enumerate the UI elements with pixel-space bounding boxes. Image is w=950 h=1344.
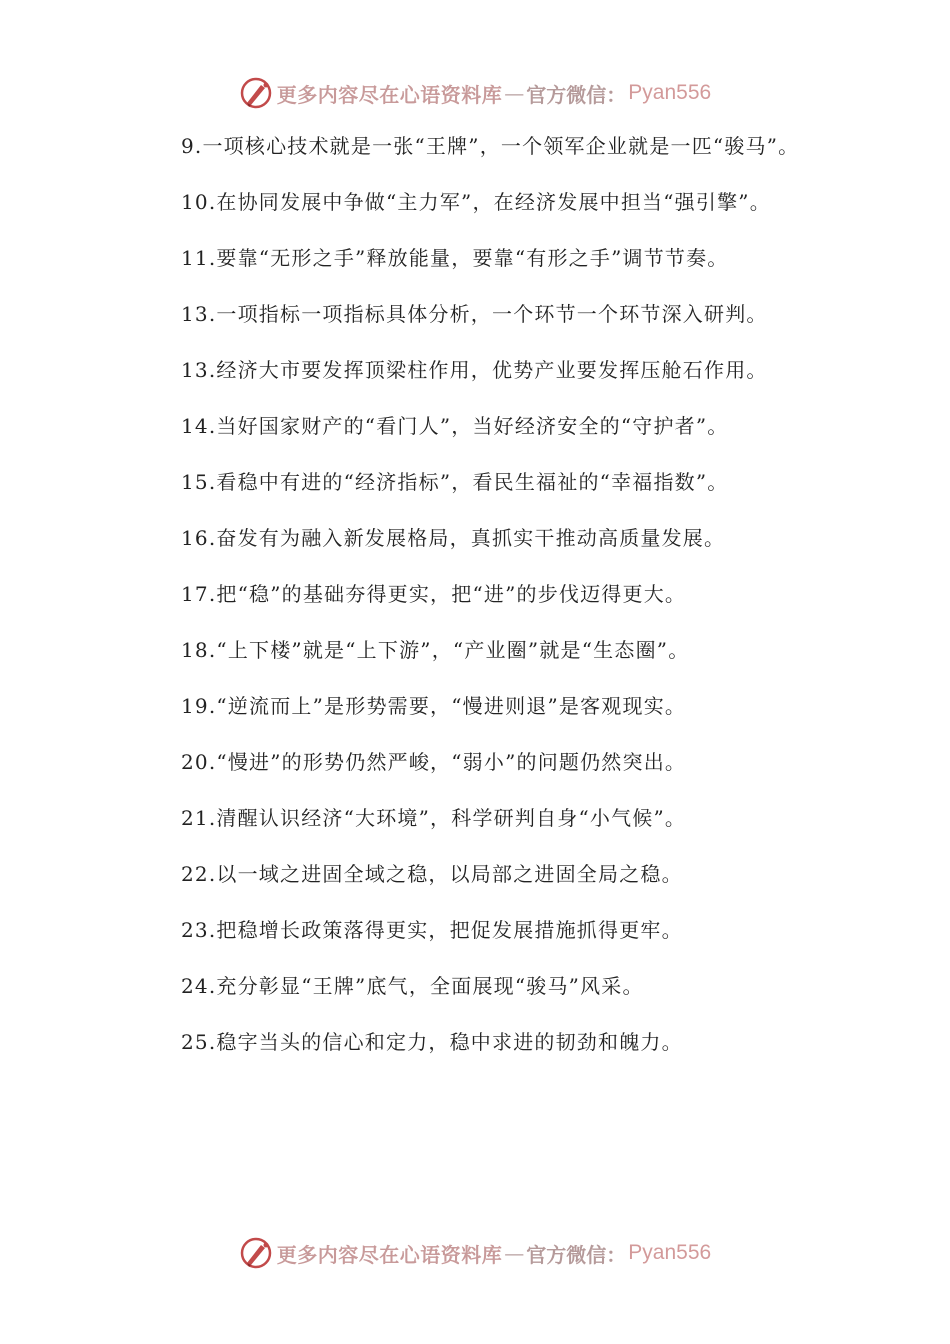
paragraph: 11.要靠“无形之手”释放能量，要靠“有形之手”调节节奏。 xyxy=(181,246,729,270)
paragraph: 16.奋发有为融入新发展格局，真抓实干推动高质量发展。 xyxy=(181,526,726,550)
banner-dash: — xyxy=(504,81,525,105)
banner-dash: — xyxy=(504,1241,525,1265)
banner-brand-text: 更多内容尽在心语资料库 xyxy=(276,82,503,107)
paragraph: 17.把“稳”的基础夯得更实，把“进”的步伐迈得更大。 xyxy=(181,582,687,606)
banner-wechat-account: Pyan556 xyxy=(628,81,712,104)
paragraph: 20.“慢进”的形势仍然严峻，“弱小”的问题仍然突出。 xyxy=(181,750,687,774)
paragraph: 19.“逆流而上”是形势需要，“慢进则退”是客观现实。 xyxy=(181,694,687,718)
header-watermark-banner xyxy=(0,73,950,113)
paragraph: 22.以一域之进固全域之稳，以局部之进固全局之稳。 xyxy=(181,862,683,886)
banner-wechat-account: Pyan556 xyxy=(628,1241,712,1264)
paragraph: 13.一项指标一项指标具体分析，一个环节一个环节深入研判。 xyxy=(181,302,768,326)
banner-wechat-label: 官方微信： xyxy=(526,82,627,107)
paragraph: 21.清醒认识经济“大环境”，科学研判自身“小气候”。 xyxy=(181,806,687,830)
paragraph: 25.稳字当头的信心和定力，稳中求进的韧劲和魄力。 xyxy=(181,1030,683,1054)
banner-wechat-label: 官方微信： xyxy=(526,1242,627,1267)
pen-logo-icon xyxy=(239,1236,273,1270)
paragraph: 15.看稳中有进的“经济指标”，看民生福祉的“幸福指数”。 xyxy=(181,470,729,494)
paragraph: 23.把稳增长政策落得更实，把促发展措施抓得更牢。 xyxy=(181,918,683,942)
paragraph: 14.当好国家财产的“看门人”，当好经济安全的“守护者”。 xyxy=(181,414,729,438)
paragraph: 10.在协同发展中争做“主力军”，在经济发展中担当“强引擎”。 xyxy=(181,190,771,214)
footer-watermark-banner xyxy=(0,1233,950,1273)
paragraph: 13.经济大市要发挥顶梁柱作用，优势产业要发挥压舱石作用。 xyxy=(181,358,768,382)
paragraph: 9.一项核心技术就是一张“王牌”，一个领军企业就是一匹“骏马”。 xyxy=(181,134,800,158)
paragraph: 18.“上下楼”就是“上下游”，“产业圈”就是“生态圈”。 xyxy=(181,638,690,662)
pen-logo-icon xyxy=(239,76,273,110)
paragraph: 24.充分彰显“王牌”底气，全面展现“骏马”风采。 xyxy=(181,974,644,998)
document-body xyxy=(145,125,815,1077)
banner-brand-text: 更多内容尽在心语资料库 xyxy=(276,1242,503,1267)
